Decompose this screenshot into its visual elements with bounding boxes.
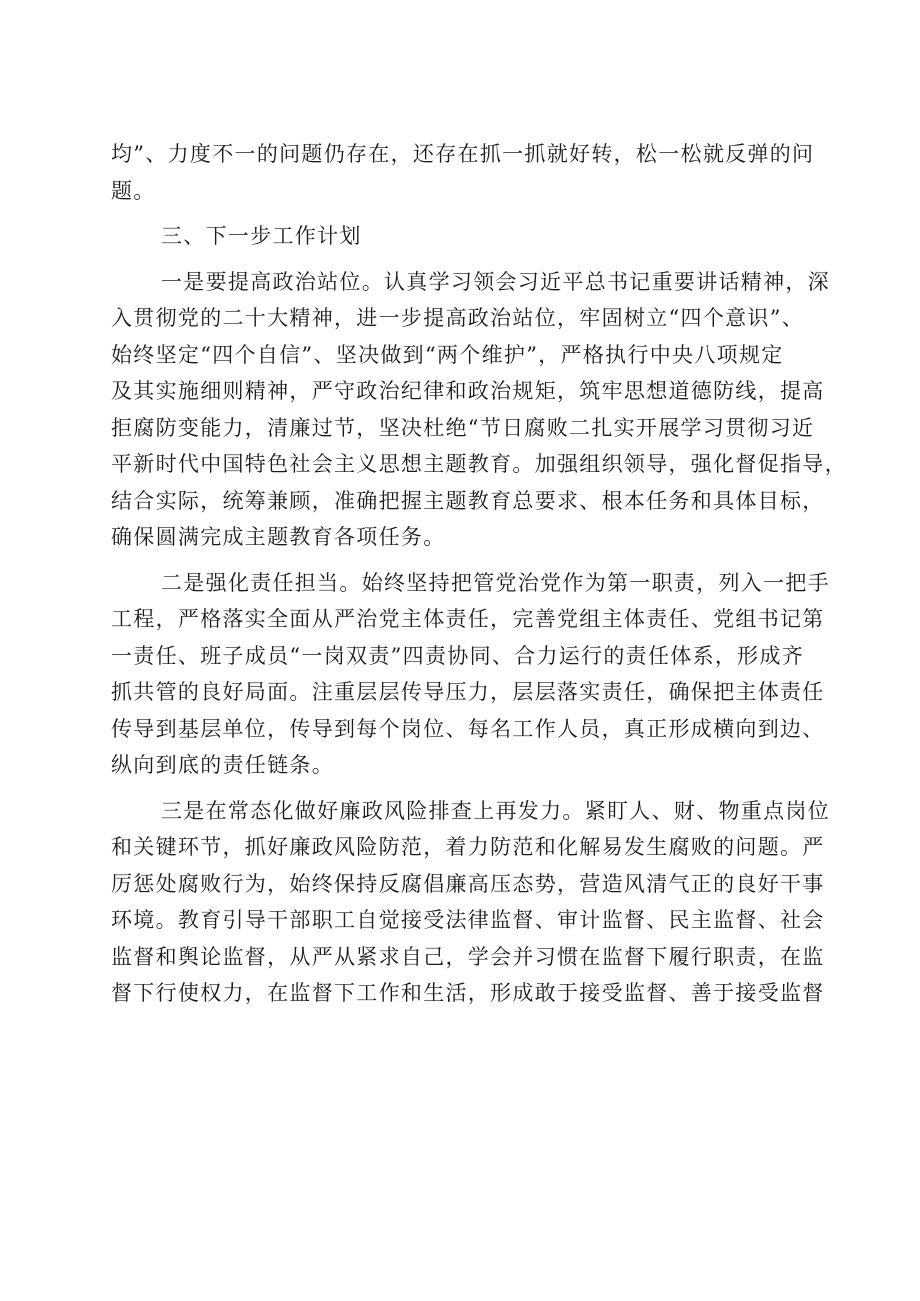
text-line: 及其实施细则精神，严守政治纪律和政治规矩，筑牢思想道德防线，提高 [111,379,825,403]
section-heading: 三、下一步工作计划 [161,224,362,248]
text-line: 题。 [111,178,156,203]
text-line: 确保圆满完成主题教育各项任务。 [111,525,446,549]
text-line: 始终坚定“四个自信”、坚决做到“两个维护”，严格执行中央八项规定 [111,342,784,367]
text-line: 抓共管的良好局面。注重层层传导压力，层层落实责任，确保把主体责任 [111,680,825,704]
paragraph-political-stance [111,264,847,556]
text-line: 结合实际，统筹兼顾，准确把握主题教育总要求、根本任务和具体目标， [111,488,825,513]
text-line: 平新时代中国特色社会主义思想主题教育。加强组织领导，强化督促指导， [111,452,847,476]
text-line: 工程，严格落实全面从严治党主体责任，完善党组主体责任、党组书记第 [111,607,825,631]
text-line: 入贯彻党的二十大精神，进一步提高政治站位，牢固树立“四个意识”、 [111,306,805,330]
paragraph-responsibility [111,565,830,784]
text-line: 传导到基层单位，传导到每个岗位、每名工作人员，真正形成横向到边、 [111,716,825,741]
text-line: 三是在常态化做好廉政风险排查上再发力。紧盯人、财、物重点岗位 [161,798,830,823]
text-line: 二是强化责任担当。始终坚持把管党治党作为第一职责，列入一把手 [161,570,830,595]
text-line: 拒腐防变能力，清廉过节，坚决杜绝“节日腐败二扎实开展学习贯彻习近 [111,415,815,440]
text-line: 一是要提高政治站位。认真学习领会习近平总书记重要讲话精神，深 [161,269,830,294]
text-line: 督下行使权力，在监督下工作和生活，形成敢于接受监督、善于接受监督 [111,981,825,1005]
text-line: 环境。教育引导干部职工自觉接受法律监督、审计监督、民主监督、社会 [111,908,825,932]
text-line: 均”、力度不一的问题仍存在，还存在抓一抓就好转，松一松就反弹的问 [111,142,815,166]
intro-paragraph [111,136,815,209]
text-line: 和关键环节，抓好廉政风险防范，着力防范和化解易发生腐败的问题。严 [111,835,825,859]
text-line: 监督和舆论监督，从严从紧求自己，学会并习惯在监督下履行职责，在监 [111,944,825,969]
text-line: 纵向到底的责任链条。 [111,753,334,777]
paragraph-risk-control [111,793,830,1012]
document-body [111,136,847,1012]
text-line: 一责任、班子成员“一岗双责”四责协同、合力运行的责任体系，形成齐 [111,643,805,668]
text-line: 厉惩处腐败行为，始终保持反腐倡廉高压态势，营造风清气正的良好干事 [111,871,825,896]
